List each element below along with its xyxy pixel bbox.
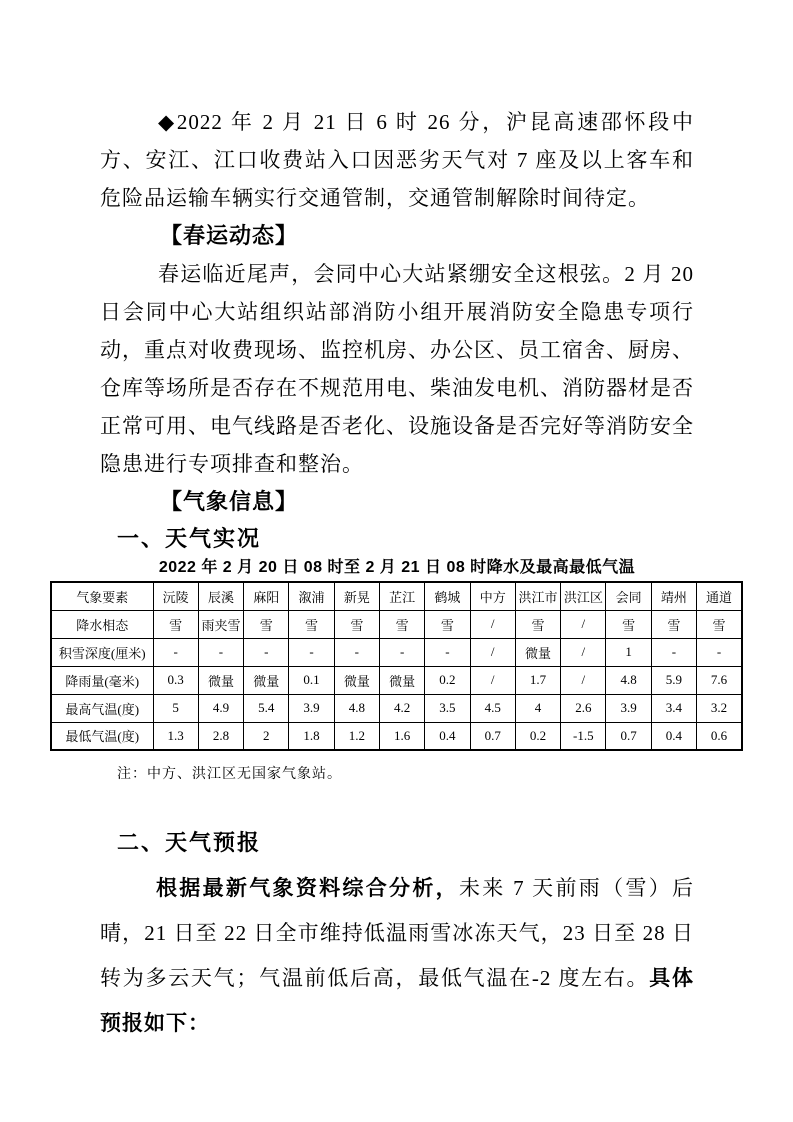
table-row <box>51 694 742 722</box>
table-cell: / <box>561 610 606 638</box>
table-header-cell: 洪江区 <box>561 582 606 610</box>
forecast-tail-bold: 具体预报如下： <box>100 966 694 1035</box>
table-header-cell: 中方 <box>470 582 515 610</box>
table-cell: -1.5 <box>561 722 606 750</box>
table-cell: 雪 <box>153 610 198 638</box>
table-row-label: 降水相态 <box>51 610 153 638</box>
table-cell: 雪 <box>606 610 651 638</box>
table-cell: 4.8 <box>606 666 651 694</box>
table-cell: 4 <box>515 694 560 722</box>
weather-table-title: 2022 年 2 月 20 日 08 时至 2 月 21 日 08 时降水及最高最低气温 <box>158 559 636 576</box>
weather-table-head <box>51 582 742 610</box>
table-cell: 微量 <box>244 666 289 694</box>
table-cell: / <box>470 638 515 666</box>
table-cell: 微量 <box>379 666 424 694</box>
table-cell: 0.3 <box>153 666 198 694</box>
table-cell: 1.7 <box>515 666 560 694</box>
table-cell: / <box>470 666 515 694</box>
table-cell: 雪 <box>425 610 470 638</box>
table-cell: / <box>470 610 515 638</box>
table-cell: - <box>334 638 379 666</box>
forecast-lead-bold: 根据最新气象资料综合分析， <box>156 876 459 900</box>
table-cell: 3.5 <box>425 694 470 722</box>
table-header-cell: 会同 <box>606 582 651 610</box>
table-cell: 0.2 <box>425 666 470 694</box>
table-header-row <box>51 582 742 610</box>
table-header-cell: 洪江市 <box>515 582 560 610</box>
table-cell: 雪 <box>289 610 334 638</box>
table-cell: 雪 <box>334 610 379 638</box>
table-cell: 2 <box>244 722 289 750</box>
table-cell: 1.8 <box>289 722 334 750</box>
table-cell: 微量 <box>334 666 379 694</box>
heading-weather-forecast: 二、天气预报 <box>117 830 262 855</box>
table-cell: 0.4 <box>651 722 696 750</box>
table-cell: 5 <box>153 694 198 722</box>
table-header-cell: 辰溪 <box>198 582 243 610</box>
forecast-body-text: 未来 7 天前雨（雪）后晴，21 日至 22 日全市维持低温雨雪冰冻天气，23 日至 28 日转为多云天气；气温前低后高，最低气温在-2 度左右。 <box>100 876 695 990</box>
table-cell: 1.6 <box>379 722 424 750</box>
table-cell: - <box>244 638 289 666</box>
table-cell: - <box>425 638 470 666</box>
table-cell: 1.3 <box>153 722 198 750</box>
table-cell: 微量 <box>515 638 560 666</box>
table-cell: 3.4 <box>651 694 696 722</box>
table-header-cell: 溆浦 <box>289 582 334 610</box>
table-cell: 0.4 <box>425 722 470 750</box>
table-row <box>51 666 742 694</box>
table-cell: 0.7 <box>470 722 515 750</box>
table-cell: - <box>198 638 243 666</box>
table-cell: / <box>561 638 606 666</box>
table-row-label: 积雪深度(厘米) <box>51 638 153 666</box>
table-row <box>51 722 742 750</box>
table-cell: / <box>561 666 606 694</box>
table-cell: 0.7 <box>606 722 651 750</box>
table-cell: 2.6 <box>561 694 606 722</box>
paragraph-traffic-control: ◆2022 年 2 月 21 日 6 时 26 分，沪昆高速邵怀段中方、安江、江口收费站入口因恶劣天气对 7 座及以上客车和危险品运输车辆实行交通管制，交通管制解除时间待定。 <box>100 110 694 210</box>
table-cell: 3.9 <box>289 694 334 722</box>
table-footnote: 注：中方、洪江区无国家气象站。 <box>117 767 342 782</box>
table-cell: 雨夹雪 <box>198 610 243 638</box>
table-cell: 3.9 <box>606 694 651 722</box>
table-cell: 4.9 <box>198 694 243 722</box>
table-cell: 雪 <box>697 610 742 638</box>
table-cell: 微量 <box>198 666 243 694</box>
table-row-label: 最低气温(度) <box>51 722 153 750</box>
table-header-cell: 麻阳 <box>244 582 289 610</box>
table-cell: - <box>289 638 334 666</box>
weather-data-table <box>50 581 743 751</box>
table-cell: 7.6 <box>697 666 742 694</box>
table-cell: 雪 <box>515 610 560 638</box>
table-cell: - <box>379 638 424 666</box>
paragraph-fire-safety-inspection: 春运临近尾声，会同中心大站紧绷安全这根弦。2 月 20 日会同中心大站组织站部消防小组开展消防安全隐患专项行动，重点对收费现场、监控机房、办公区、员工宿舍、厨房、仓库等场所是否存在不规范用电、柴油发电机、消防器材是否正常可用、电气线路是否老化、设施设备是否完好等消防安全隐患进行专项排查和整治。 <box>100 262 694 476</box>
table-cell: 0.6 <box>697 722 742 750</box>
table-cell: 2.8 <box>198 722 243 750</box>
table-cell: - <box>697 638 742 666</box>
table-cell: 4.5 <box>470 694 515 722</box>
table-cell: 5.9 <box>651 666 696 694</box>
table-cell: 5.4 <box>244 694 289 722</box>
table-header-cell: 鹤城 <box>425 582 470 610</box>
table-header-cell: 芷江 <box>379 582 424 610</box>
table-header-cell: 沅陵 <box>153 582 198 610</box>
table-cell: 雪 <box>244 610 289 638</box>
table-cell: 雪 <box>379 610 424 638</box>
paragraph-forecast <box>100 866 694 1046</box>
table-row-label: 降雨量(毫米) <box>51 666 153 694</box>
heading-meteorological-info: 【气象信息】 <box>160 489 299 514</box>
table-header-element-label: 气象要素 <box>51 582 153 610</box>
table-cell: 1.2 <box>334 722 379 750</box>
table-cell: 雪 <box>651 610 696 638</box>
table-header-cell: 靖州 <box>651 582 696 610</box>
table-cell: 4.2 <box>379 694 424 722</box>
heading-spring-festival-travel: 【春运动态】 <box>160 223 299 248</box>
table-cell: 4.8 <box>334 694 379 722</box>
table-cell: 3.2 <box>697 694 742 722</box>
table-cell: 1 <box>606 638 651 666</box>
heading-weather-actual: 一、天气实况 <box>117 526 262 551</box>
table-cell: - <box>153 638 198 666</box>
table-row <box>51 610 742 638</box>
weather-table-body <box>51 610 742 750</box>
table-header-cell: 新晃 <box>334 582 379 610</box>
table-cell: 0.2 <box>515 722 560 750</box>
table-row-label: 最高气温(度) <box>51 694 153 722</box>
table-cell: - <box>651 638 696 666</box>
table-cell: 0.1 <box>289 666 334 694</box>
table-row <box>51 638 742 666</box>
table-header-cell: 通道 <box>697 582 742 610</box>
